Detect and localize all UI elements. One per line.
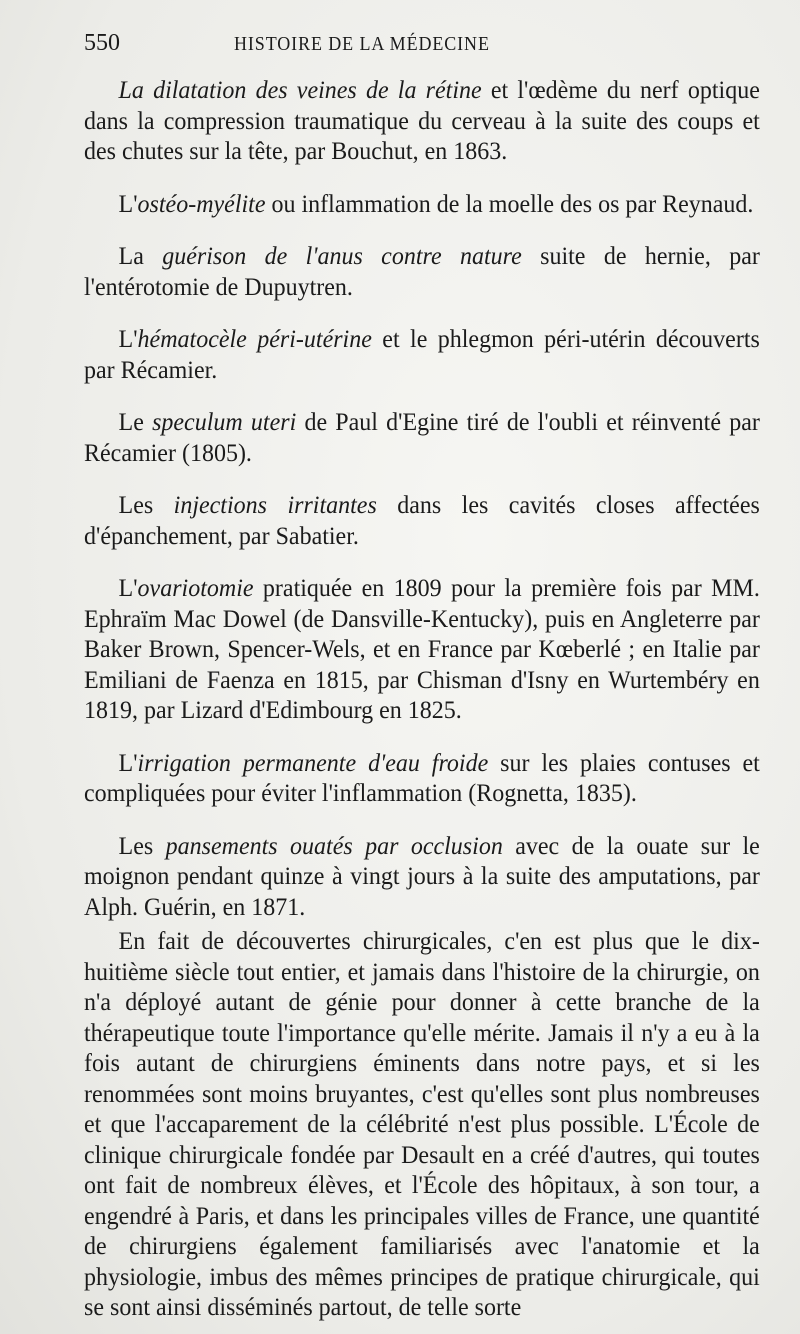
italic-term: injections irritantes	[173, 492, 377, 519]
page-header	[84, 30, 762, 68]
italic-term: ostéo-myélite	[137, 190, 266, 218]
italic-term: pansements ouatés par occlusion	[165, 832, 503, 860]
paragraph-osteomyelite: L'ostéo-myélite ou inflammation de la moelle des os par Reynaud.	[118, 190, 754, 218]
closing-paragraph: En fait de découvertes chirurgicales, c'en est plus que le dix-huitième siècle tout entier, et jamais dans l'histoire de la chirurgie, on n'a déployé autant de génie pour donner à cette branche de la thérapeutique toute l'importance qu'elle mérite. Jamais il n'y a eu à la fois autant de chirurgiens éminents dans notre pays, et si les renommées sont moins bruyantes, c'est qu'elles sont plus nombreuses et que l'accaparement de la célébrité n'est plus possible. L'École de clinique chirurgicale fondée par Desault en a créé d'autres, qui toutes ont fait de nombreux élèves, et l'École des hôpitaux, à son tour, a engendré à Paris, et dans les principales villes de France, une quantité de chirurgiens également familiarisés avec l'anatomie et la physiologie, imbus des mêmes principes de pratique chirurgicale, qui se sont ainsi disséminés partout, de telle sorte	[84, 928, 760, 1321]
running-title: HISTOIRE DE LA MÉDECINE	[234, 33, 490, 55]
paragraph-pansements: Les pansements ouatés par occlusion avec de la ouate sur le moignon pendant quinze à vingt jours à la suite des amputations, par Alph. Guérin, en 1871.	[84, 832, 760, 921]
paragraph-hematocele: L'hématocèle péri-utérine et le phlegmon péri-utérin découverts par Récamier.	[84, 326, 760, 384]
paragraph-speculum: Le speculum uteri de Paul d'Egine tiré de l'oubli et réinventé par Récamier (1805).	[84, 409, 760, 467]
italic-term: ovariotomie	[137, 575, 254, 602]
italic-term: guérison de l'anus contre nature	[162, 243, 522, 270]
italic-term: hématocèle péri-utérine	[137, 326, 372, 353]
italic-term: irrigation permanente d'eau froide	[137, 749, 489, 777]
discovery-list	[84, 76, 762, 923]
paragraph-injections: Les injections irritantes dans les cavités closes affectées d'épanchement, par Sabatier.	[84, 492, 760, 550]
paragraph-irrigation: L'irrigation permanente d'eau froide sur les plaies contuses et compliquées pour éviter l'inflammation (Rognetta, 1835).	[84, 749, 760, 807]
paragraph-ovariotomie: L'ovariotomie pratiquée en 1809 pour la première fois par MM. Ephraïm Mac Dowel (de Dansville-Kentucky), puis en Angleterre par Baker Brown, Spencer-Wels, et en France par Kœberlé ; en Italie par Emiliani de Faenza en 1815, par Chisman d'Isny en Wurtembéry en 1819, par Lizard d'Edimbourg en 1825.	[84, 575, 760, 724]
paragraph-anus: La guérison de l'anus contre nature suite de hernie, par l'entérotomie de Dupuytren.	[84, 243, 760, 301]
page-number: 550	[84, 30, 120, 56]
italic-term: speculum uteri	[152, 409, 297, 436]
paragraph-retina: La dilatation des veines de la rétine et l'œdème du nerf optique dans la compression traumatique du cerveau à la suite des coups et des chutes sur la tête, par Bouchut, en 1863.	[84, 77, 760, 165]
italic-term: La dilatation des veines de la rétine	[118, 77, 482, 104]
